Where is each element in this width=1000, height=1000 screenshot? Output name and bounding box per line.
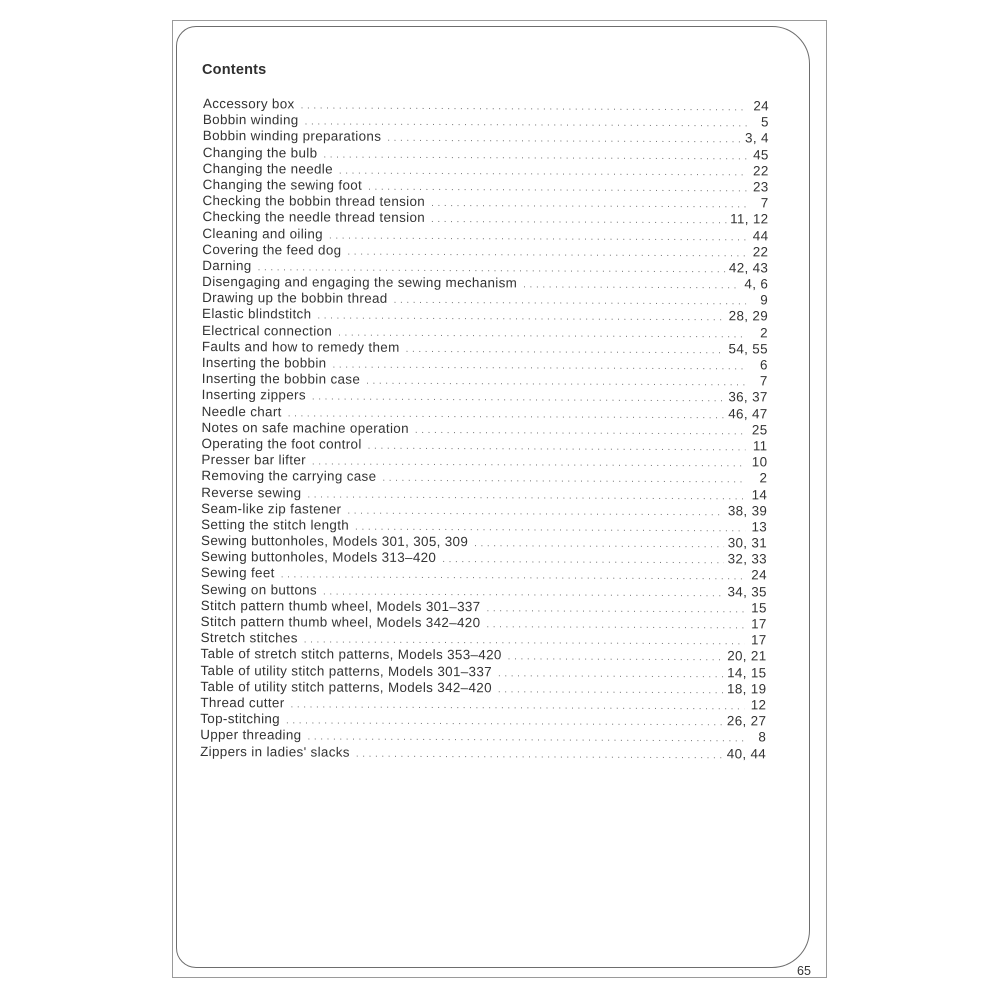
toc-entry-label: Electrical connection	[201, 322, 333, 339]
toc-entry-label: Sewing on buttons	[200, 581, 318, 598]
toc-entry-page: 17	[750, 632, 767, 648]
toc-entry-label: Checking the needle thread tension	[202, 209, 426, 226]
toc-entry-label: Seam-like zip fastener	[201, 500, 342, 517]
toc-entry-page: 30, 31	[727, 535, 768, 551]
toc-entry-label: Needle chart	[201, 403, 282, 419]
toc-entry-label: Bobbin winding	[202, 112, 299, 128]
toc-entry-label: Reverse sewing	[201, 484, 302, 500]
toc-entry-label: Upper threading	[200, 727, 302, 743]
toc-entry-label: Setting the stitch length	[201, 516, 350, 533]
toc-entry-page: 25	[751, 422, 768, 438]
dot-leader	[523, 277, 740, 294]
dot-leader	[498, 666, 723, 683]
dot-leader	[486, 617, 744, 634]
toc-entry-page: 32, 33	[727, 551, 768, 567]
dot-leader	[347, 244, 746, 262]
toc-entry-page: 2	[759, 470, 768, 486]
dot-leader	[368, 439, 746, 457]
toc-entry-page: 22	[752, 244, 769, 260]
toc-entry-label: Checking the bobbin thread tension	[202, 193, 426, 210]
toc-entry-page: 14	[751, 486, 768, 502]
toc-entry-label: Table of stretch stitch patterns, Models 353–420	[200, 646, 502, 663]
toc-entry-label: Disengaging and engaging the sewing mechanism	[202, 274, 518, 291]
toc-entry-page: 4, 6	[744, 276, 769, 292]
toc-entry-page: 22	[753, 163, 769, 179]
toc-entry-label: Bobbin winding preparations	[202, 128, 382, 145]
toc-entry-label: Stretch stitches	[200, 630, 298, 646]
dot-leader	[387, 131, 741, 149]
toc-entry-page: 9	[760, 292, 769, 308]
toc-entry-page: 36, 37	[728, 389, 768, 405]
toc-entry-label: Changing the needle	[202, 160, 333, 177]
toc-entry-label: Drawing up the bobbin thread	[202, 290, 388, 307]
table-of-contents	[200, 96, 769, 762]
dot-leader	[406, 342, 725, 360]
toc-entry-label: Removing the carrying case	[201, 468, 377, 485]
toc-entry-page: 10	[751, 454, 768, 470]
dot-leader	[474, 536, 724, 553]
toc-entry-label: Changing the bulb	[202, 144, 318, 161]
toc-entry-page: 3, 4	[745, 130, 769, 146]
dot-leader	[415, 423, 746, 441]
dot-leader	[317, 309, 724, 327]
toc-entry-page: 24	[751, 567, 767, 583]
toc-entry-page: 24	[753, 98, 769, 114]
dot-leader	[312, 390, 725, 408]
dot-leader	[356, 746, 723, 764]
dot-leader	[347, 503, 724, 521]
toc-entry-page: 15	[751, 600, 767, 616]
toc-entry-page: 11, 12	[730, 211, 769, 227]
toc-entry-page: 14, 15	[727, 664, 767, 681]
toc-entry-page: 26, 27	[726, 713, 767, 729]
dot-leader	[281, 568, 745, 586]
toc-entry-label: Inserting the bobbin	[201, 354, 327, 371]
dot-leader	[366, 374, 746, 392]
dot-leader	[291, 697, 745, 715]
dot-leader	[312, 455, 746, 473]
toc-entry-page: 2	[760, 325, 769, 341]
toc-entry-label: Top-stitching	[200, 711, 281, 727]
dot-leader	[394, 293, 747, 311]
toc-entry-label: Changing the sewing foot	[202, 176, 363, 193]
toc-entry-label: Faults and how to remedy them	[201, 338, 400, 355]
toc-entry-label: Stitch pattern thumb wheel, Models 301–337	[200, 597, 481, 615]
toc-entry-page: 45	[753, 146, 769, 163]
toc-entry-page: 12	[750, 697, 767, 713]
toc-entry-page: 11	[752, 438, 768, 454]
toc-entry-page: 5	[761, 114, 769, 130]
dot-leader	[339, 163, 747, 181]
toc-entry-label: Inserting zippers	[201, 387, 306, 403]
toc-entry-page: 18, 19	[727, 681, 767, 697]
dot-leader	[486, 601, 744, 618]
toc-entry-page: 46, 47	[728, 405, 768, 422]
dot-leader	[382, 471, 745, 489]
toc-entry-label: Sewing buttonholes, Models 313–420	[200, 549, 437, 566]
toc-entry-page: 17	[751, 616, 767, 632]
toc-entry-page: 54, 55	[728, 341, 768, 357]
toc-entry-label: Thread cutter	[200, 694, 285, 711]
toc-entry-page: 42, 43	[728, 260, 769, 276]
toc-entry-label: Covering the feed dog	[202, 241, 342, 258]
toc-entry-label: Stitch pattern thumb wheel, Models 342–420	[200, 613, 481, 631]
toc-entry-label: Notes on safe machine operation	[201, 419, 409, 436]
toc-entry-label: Sewing buttonholes, Models 301, 305, 309	[201, 533, 469, 550]
toc-entry-page: 23	[752, 179, 769, 195]
dot-leader	[431, 196, 746, 214]
toc-entry-label: Table of utility stitch patterns, Models 301–337	[200, 662, 492, 679]
toc-entry-label: Darning	[202, 257, 252, 274]
toc-entry-label: Sewing feet	[200, 565, 275, 581]
contents-heading: Contents	[202, 62, 267, 78]
dot-leader	[323, 147, 746, 165]
toc-entry-page: 8	[758, 729, 767, 745]
toc-entry-label: Presser bar lifter	[201, 452, 306, 468]
dot-leader	[301, 98, 747, 116]
dot-leader	[442, 552, 723, 569]
dot-leader	[332, 358, 745, 376]
toc-entry-page: 34, 35	[727, 583, 767, 600]
toc-entry-page: 28, 29	[728, 308, 769, 324]
toc-entry-label: Inserting the bobbin case	[201, 371, 361, 387]
toc-entry-page: 38, 39	[727, 502, 768, 519]
dot-leader	[508, 650, 724, 667]
toc-entry-label: Cleaning and oiling	[202, 225, 323, 242]
toc-entry-label: Accessory box	[202, 96, 295, 112]
toc-entry-label: Table of utility stitch patterns, Models 342–420	[200, 678, 492, 696]
dot-leader	[431, 212, 726, 229]
toc-entry-page: 13	[751, 519, 768, 535]
toc-entry-page: 7	[760, 195, 769, 211]
toc-entry-label: Elastic blindstitch	[202, 306, 312, 322]
page-number: 65	[797, 964, 811, 978]
toc-entry-page: 6	[759, 357, 768, 373]
dot-leader	[286, 713, 723, 731]
toc-entry-page: 40, 44	[726, 745, 767, 761]
toc-entry-page: 20, 21	[727, 648, 767, 664]
toc-entry-label: Operating the foot control	[201, 435, 362, 452]
dot-leader	[307, 487, 745, 505]
dot-leader	[307, 730, 744, 748]
dot-leader	[498, 682, 723, 699]
dot-leader	[329, 228, 747, 246]
toc-entry-page: 7	[759, 373, 768, 389]
toc-entry-label: Zippers in ladies' slacks	[200, 743, 350, 760]
toc-entry-page: 44	[752, 227, 769, 243]
